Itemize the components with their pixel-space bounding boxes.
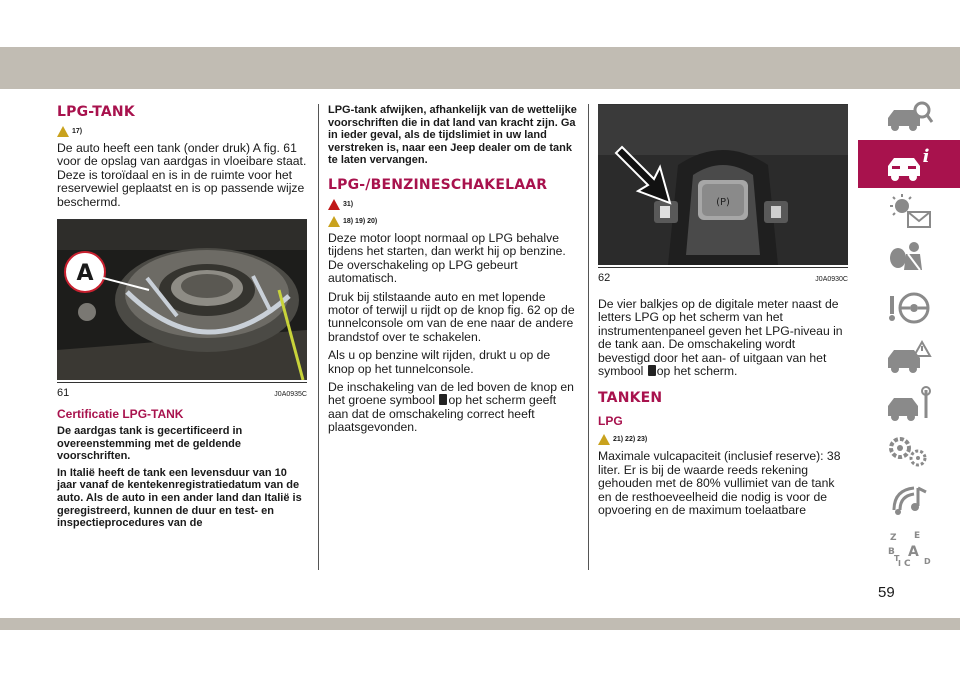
danger-reference: 31) <box>328 199 578 210</box>
sidebar-item-specs[interactable] <box>858 428 960 476</box>
page-number: 59 <box>878 584 895 601</box>
column-divider <box>588 104 589 570</box>
warning-reference: 21) 22) 23) <box>598 434 848 445</box>
sidebar-item-emergency[interactable] <box>858 332 960 380</box>
switch-paragraph-4: De inschakeling van de led boven de knop en het groene symbool op het scherm geeft aan dat de omschakeling correct heeft plaatsgevonden. <box>328 380 574 435</box>
car-search-icon <box>884 96 934 136</box>
warning-triangle-icon <box>598 434 610 445</box>
subheading-certificatie: Certificatie LPG-TANK <box>57 407 184 422</box>
lpg-tank-photo <box>57 220 307 380</box>
subheading-lpg: LPG <box>598 414 623 429</box>
figure-label-a: A <box>76 261 94 287</box>
sidebar-item-warning-lights[interactable] <box>858 188 960 236</box>
figure-code: J0A0930C <box>815 276 848 283</box>
tunnel-console-photo <box>598 105 848 265</box>
sidebar-item-safety[interactable] <box>858 236 960 284</box>
svg-text:D: D <box>924 557 931 566</box>
alphabetical-index-icon <box>884 528 934 568</box>
chapter-sidebar <box>858 92 960 572</box>
car-accident-icon <box>884 336 934 376</box>
svg-text:A: A <box>908 544 919 560</box>
figure-code: J0A0935C <box>274 391 307 399</box>
certification-paragraph-2: In Italië heeft de tank een levensduur van 10 jaar vanaf de kentekenregistratiedatum van de auto. Als de auto in een ander land dan Italië is geregistreerd, kunnen de duur en test- en inspectieprocedures van de <box>57 466 302 530</box>
warning-triangle-icon <box>328 216 340 227</box>
warning-reference: 18) 19) 20) <box>328 216 578 227</box>
sidebar-item-index[interactable] <box>858 524 960 572</box>
sidebar-item-service[interactable] <box>858 380 960 428</box>
fuel-pump-icon <box>439 394 447 405</box>
sidebar-item-car-search[interactable] <box>858 92 960 140</box>
svg-text:Z: Z <box>890 533 897 543</box>
intro-paragraph: De auto heeft een tank (onder druk) A fig. 61 voor de opslag van aardgas in vloeibare staat. Deze is toroïdaal en is in de ruimte voor het reservewiel geplaatst en is op passende wijze beschermd. <box>57 141 307 209</box>
figure-number: 62 <box>598 272 611 284</box>
section-heading-switch: LPG-/BENZINESCHAKELAAR <box>328 176 548 193</box>
svg-text:I: I <box>898 559 901 568</box>
svg-text:C: C <box>904 559 911 568</box>
figure-61 <box>57 219 307 399</box>
certification-paragraph-1: De aardgas tank is gecertificeerd in overeenstemming met de geldende voorschriften. <box>57 425 243 463</box>
section-heading-lpg-tank: LPG-TANK <box>57 104 135 120</box>
figure-caption <box>57 382 307 399</box>
car-service-icon <box>884 384 934 424</box>
header-band <box>0 47 960 89</box>
gear-specs-icon <box>884 432 934 472</box>
refuel-paragraph: Maximale vulcapaciteit (inclusief reserve): 38 liter. Er is bij de waarde reeds rekening gehouden met de 80% vullimiet van de tank en de resthoeveelheid die nodig is voor de opvoering en de maximum toelaatbare <box>598 449 841 518</box>
warning-reference: 17) <box>57 126 307 137</box>
switch-paragraph-2: Druk bij stilstaande auto en met lopende motor of terwijl u rijdt op de knop fig. 62 op de tunnelconsole om van de ene naar de andere brandstof over te schakelen. <box>328 289 575 344</box>
switch-paragraph-3: Als u op benzine wilt rijden, drukt u op de knop op het tunnelconsole. <box>328 348 551 376</box>
sidebar-item-multimedia[interactable] <box>858 476 960 524</box>
certification-continued: LPG-tank afwijken, afhankelijk van de wettelijke voorschriften die in dat land van kracht zijn. Ga in ieder geval, als de tijdslimiet in uw land verstreken is, naar een Jeep dealer om de tank te laten vervangen. <box>328 104 577 167</box>
section-heading-tanken: TANKEN <box>598 390 663 407</box>
column-1 <box>57 104 307 530</box>
multimedia-icon <box>884 480 934 520</box>
danger-triangle-icon <box>328 199 340 210</box>
svg-text:T: T <box>894 554 900 563</box>
level-paragraph: De vier balkjes op de digitale meter naast de letters LPG op het scherm van het instrumentenpaneel geven het LPG-niveau in de tank aan. De omschakeling wordt bevestigd door het aan- of uitgaan van het symbool op het scherm. <box>598 297 843 379</box>
figure-62 <box>598 104 848 284</box>
switch-paragraph-1: Deze motor loopt normaal op LPG behalve tijdens het starten, dan werkt hij op benzine. De overschakeling op LPG gebeurt automatisch. <box>328 230 566 286</box>
column-divider <box>318 104 319 570</box>
car-info-icon <box>884 144 934 184</box>
svg-text:B: B <box>888 547 895 557</box>
svg-text:E: E <box>914 531 921 541</box>
column-3 <box>598 104 848 517</box>
fuel-pump-icon <box>648 365 656 376</box>
footer-band <box>0 618 960 630</box>
figure-number: 61 <box>57 387 70 400</box>
warning-triangle-icon <box>57 126 69 137</box>
seatbelt-airbag-icon <box>884 240 934 280</box>
column-2 <box>328 104 578 435</box>
sidebar-item-driving[interactable] <box>858 284 960 332</box>
steering-wheel-icon <box>884 288 934 328</box>
warning-lights-message-icon <box>884 192 934 232</box>
svg-text:i: i <box>922 146 930 167</box>
svg-text:(P): (P) <box>716 197 730 208</box>
sidebar-item-car-info[interactable] <box>858 140 960 188</box>
figure-caption <box>598 267 848 284</box>
